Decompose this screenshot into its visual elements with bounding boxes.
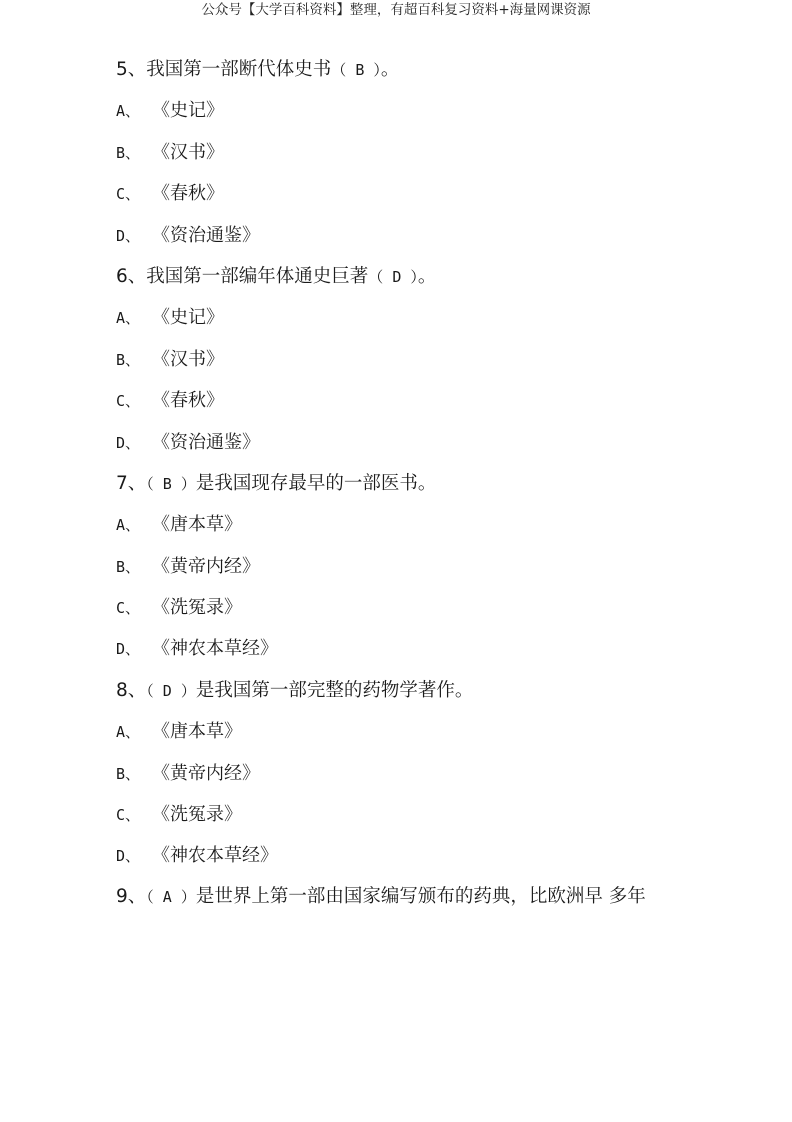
option-a	[116, 511, 676, 552]
question-6	[116, 263, 676, 304]
question-list	[116, 56, 676, 910]
option-letter: A、	[116, 723, 141, 742]
question-8	[116, 677, 676, 718]
option-letter: C、	[116, 392, 141, 411]
answer-mark: （ D ）	[146, 681, 196, 700]
option-text: 《唐本草》	[152, 514, 242, 536]
option-text: 《史记》	[152, 307, 224, 329]
question-number: 6、	[116, 265, 147, 287]
question-text-end: 。	[417, 265, 437, 287]
option-text: 《洗冤录》	[152, 804, 242, 826]
question-number: 9、	[116, 885, 147, 907]
option-letter: D、	[116, 640, 141, 659]
option-letter: C、	[116, 806, 141, 825]
option-d	[116, 635, 676, 676]
option-text: 《资治通鉴》	[152, 431, 260, 453]
question-text-end: 是世界上第一部由国家编写颁布的药典，比欧洲早 多年	[195, 885, 646, 907]
option-text: 《汉书》	[152, 141, 224, 163]
option-text: 《神农本草经》	[152, 845, 278, 867]
option-letter: D、	[116, 226, 141, 245]
question-9	[116, 884, 661, 910]
option-c	[116, 801, 676, 842]
question-5	[116, 56, 676, 97]
option-letter: C、	[116, 599, 141, 618]
option-letter: A、	[116, 309, 141, 328]
option-d	[116, 842, 676, 883]
question-text-end: 是我国现存最早的一部医书。	[195, 472, 437, 494]
option-letter: A、	[116, 516, 141, 535]
option-c	[116, 594, 676, 635]
option-text: 《春秋》	[152, 390, 224, 412]
question-text: 我国第一部编年体通史巨著	[146, 265, 369, 287]
option-text: 《黄帝内经》	[152, 555, 260, 577]
option-letter: A、	[116, 102, 141, 121]
option-text: 《资治通鉴》	[152, 224, 260, 246]
option-d	[116, 429, 676, 470]
question-number: 7、	[116, 472, 147, 494]
option-c	[116, 180, 676, 221]
option-b	[116, 553, 676, 594]
question-text-end: 。	[380, 59, 400, 80]
option-d	[116, 222, 676, 263]
answer-mark: （ D ）	[368, 267, 418, 286]
option-letter: C、	[116, 185, 141, 204]
answer-mark: （ B ）	[331, 61, 381, 79]
option-letter: B、	[116, 143, 141, 162]
question-7	[116, 470, 676, 511]
option-text: 《唐本草》	[152, 721, 242, 743]
option-a	[116, 718, 676, 759]
option-letter: D、	[116, 433, 141, 452]
option-c	[116, 387, 676, 428]
option-b	[116, 346, 676, 387]
option-b	[116, 760, 676, 801]
option-text: 《春秋》	[152, 183, 224, 205]
option-b	[116, 139, 676, 180]
answer-mark: （ B ）	[146, 474, 196, 493]
option-text: 《神农本草经》	[152, 638, 278, 660]
option-text: 《汉书》	[152, 348, 224, 370]
option-letter: B、	[116, 350, 141, 369]
option-text: 《黄帝内经》	[152, 762, 260, 784]
option-a	[116, 304, 676, 345]
question-number: 8、	[116, 679, 147, 701]
option-letter: B、	[116, 557, 141, 576]
option-text: 《史记》	[152, 100, 224, 122]
option-letter: D、	[116, 847, 141, 866]
option-text: 《洗冤录》	[152, 597, 242, 619]
question-number: 5、	[116, 59, 147, 80]
option-a	[116, 97, 676, 138]
question-text: 我国第一部断代体史书	[146, 59, 332, 80]
question-text-end: 是我国第一部完整的药物学著作。	[195, 679, 474, 701]
option-letter: B、	[116, 764, 141, 783]
page-header: 公众号【大学百科资料】整理，有超百科复习资料+海量网课资源	[201, 2, 591, 18]
answer-mark: （ A ）	[146, 887, 196, 906]
